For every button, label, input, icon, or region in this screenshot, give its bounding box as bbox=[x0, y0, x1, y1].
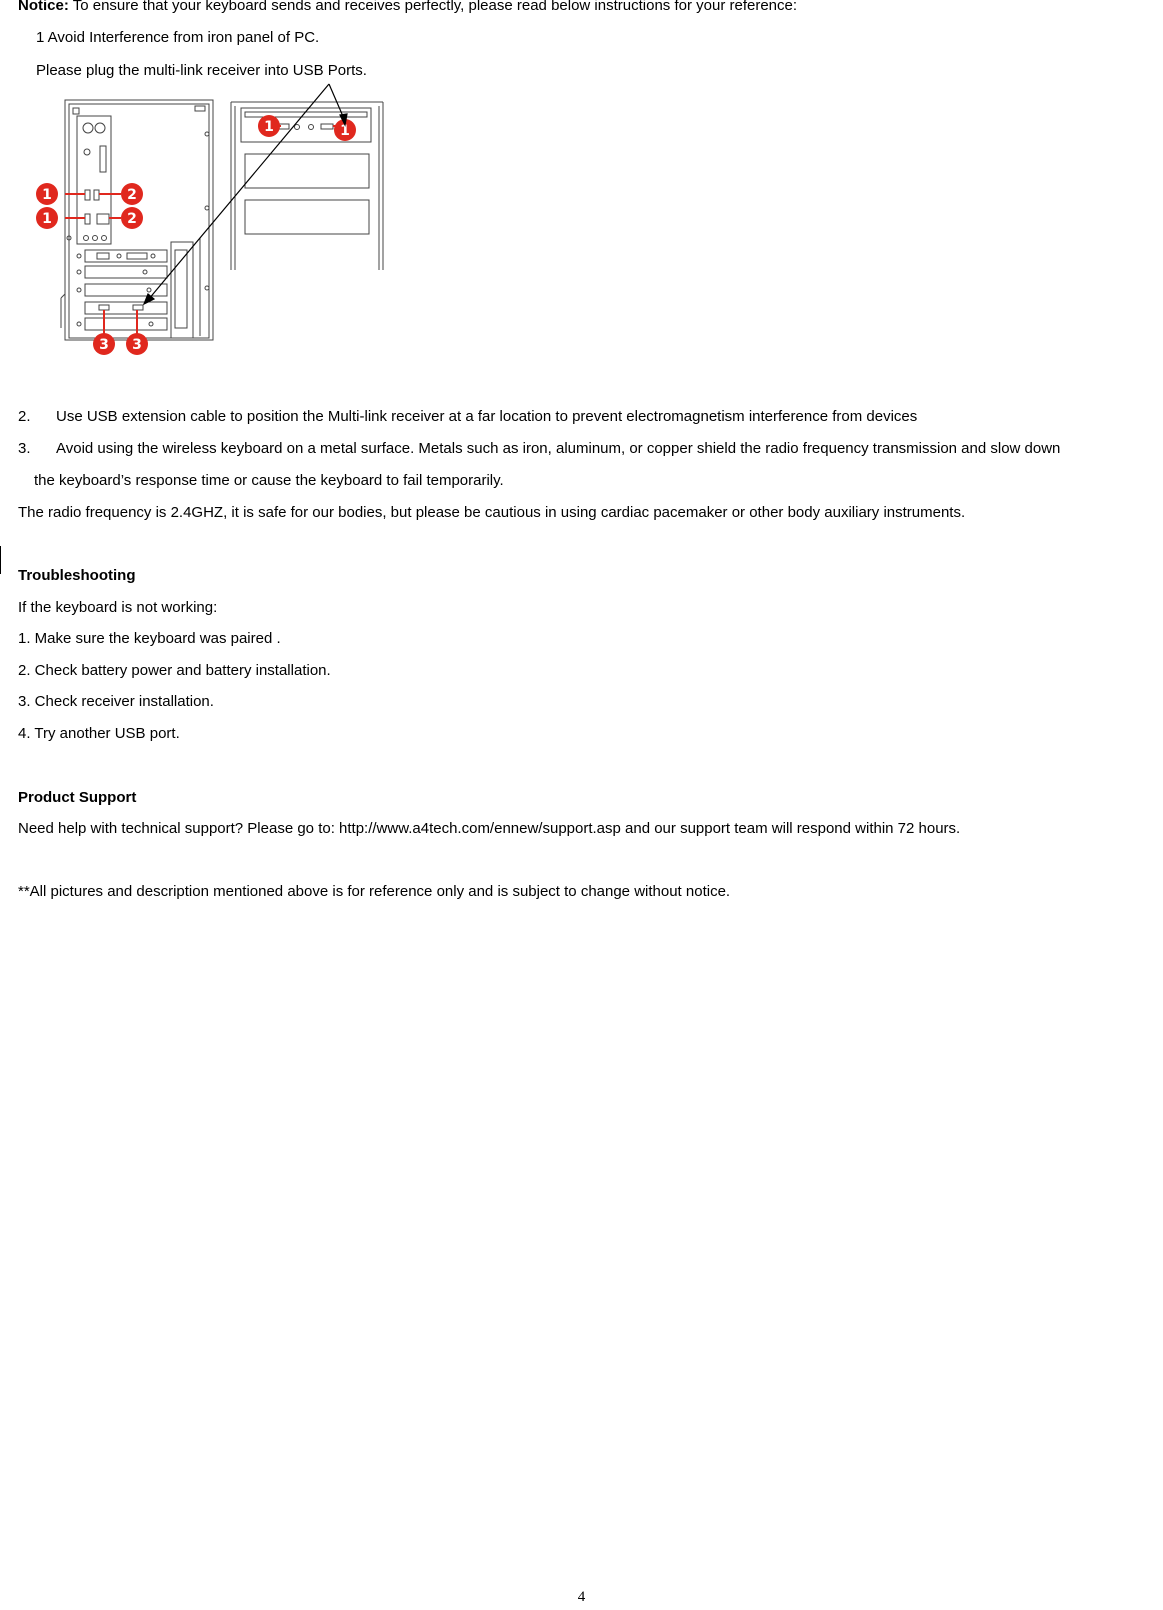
troubleshooting-heading: Troubleshooting bbox=[18, 567, 136, 584]
badge-3-left bbox=[93, 333, 115, 355]
instruction-2-text: Use USB extension cable to position the Multi-link receiver at a far location to prevent electromagnetism interference from devices bbox=[56, 408, 918, 425]
instruction-3-continued: the keyboard’s response time or cause the keyboard to fail temporarily. bbox=[34, 472, 504, 489]
instruction-3-text: Avoid using the wireless keyboard on a metal surface. Metals such as iron, aluminum, or copper shield the radio frequency transmission and slow down bbox=[56, 440, 1061, 457]
troubleshooting-step-3: 3. Check receiver installation. bbox=[18, 693, 214, 710]
svg-text:1: 1 bbox=[264, 119, 274, 135]
instruction-1-detail: Please plug the multi-link receiver into USB Ports. bbox=[36, 62, 367, 79]
notice-line bbox=[18, 0, 797, 15]
badge-3-right bbox=[126, 333, 148, 355]
instruction-3 bbox=[18, 440, 1060, 458]
support-text: Need help with technical support? Please go to: http://www.a4tech.com/ennew/support.asp and our support team will respond within 72 hours. bbox=[18, 820, 961, 837]
badge-2-rear-bottom bbox=[121, 207, 143, 229]
disclaimer: **All pictures and description mentioned above is for reference only and is subject to change without notice. bbox=[18, 883, 731, 900]
pc-front-panel bbox=[231, 102, 383, 270]
badge-1-rear-top bbox=[36, 183, 58, 205]
troubleshooting-step-1: 1. Make sure the keyboard was paired . bbox=[18, 630, 281, 647]
svg-text:1: 1 bbox=[42, 187, 52, 203]
svg-text:3: 3 bbox=[132, 337, 142, 353]
badge-1-front-left bbox=[258, 115, 280, 137]
instruction-3-number: 3. bbox=[18, 440, 31, 457]
notice-label: Notice: bbox=[18, 0, 69, 14]
troubleshooting-intro: If the keyboard is not working: bbox=[18, 599, 218, 616]
svg-text:3: 3 bbox=[99, 337, 109, 353]
radio-frequency-note: The radio frequency is 2.4GHZ, it is safe for our bodies, but please be cautious in using cardiac pacemaker or other body auxiliary instruments. bbox=[18, 504, 966, 521]
instruction-2 bbox=[18, 408, 917, 426]
svg-text:2: 2 bbox=[127, 187, 137, 203]
notice-text: To ensure that your keyboard sends and receives perfectly, please read below instructions for your reference: bbox=[68, 0, 798, 14]
instruction-2-number: 2. bbox=[18, 408, 31, 425]
badge-2-rear-top bbox=[121, 183, 143, 205]
instruction-1-title: 1 Avoid Interference from iron panel of PC. bbox=[36, 29, 320, 46]
troubleshooting-step-2: 2. Check battery power and battery installation. bbox=[18, 662, 331, 679]
margin-mark bbox=[0, 546, 1, 574]
svg-text:1: 1 bbox=[340, 123, 350, 139]
badge-1-rear-bottom bbox=[36, 207, 58, 229]
page-number: 4 bbox=[577, 1589, 586, 1605]
support-heading: Product Support bbox=[18, 789, 137, 806]
svg-text:1: 1 bbox=[42, 211, 52, 227]
svg-text:2: 2 bbox=[127, 211, 137, 227]
troubleshooting-step-4: 4. Try another USB port. bbox=[18, 725, 180, 742]
pc-usb-ports-figure bbox=[42, 98, 395, 366]
